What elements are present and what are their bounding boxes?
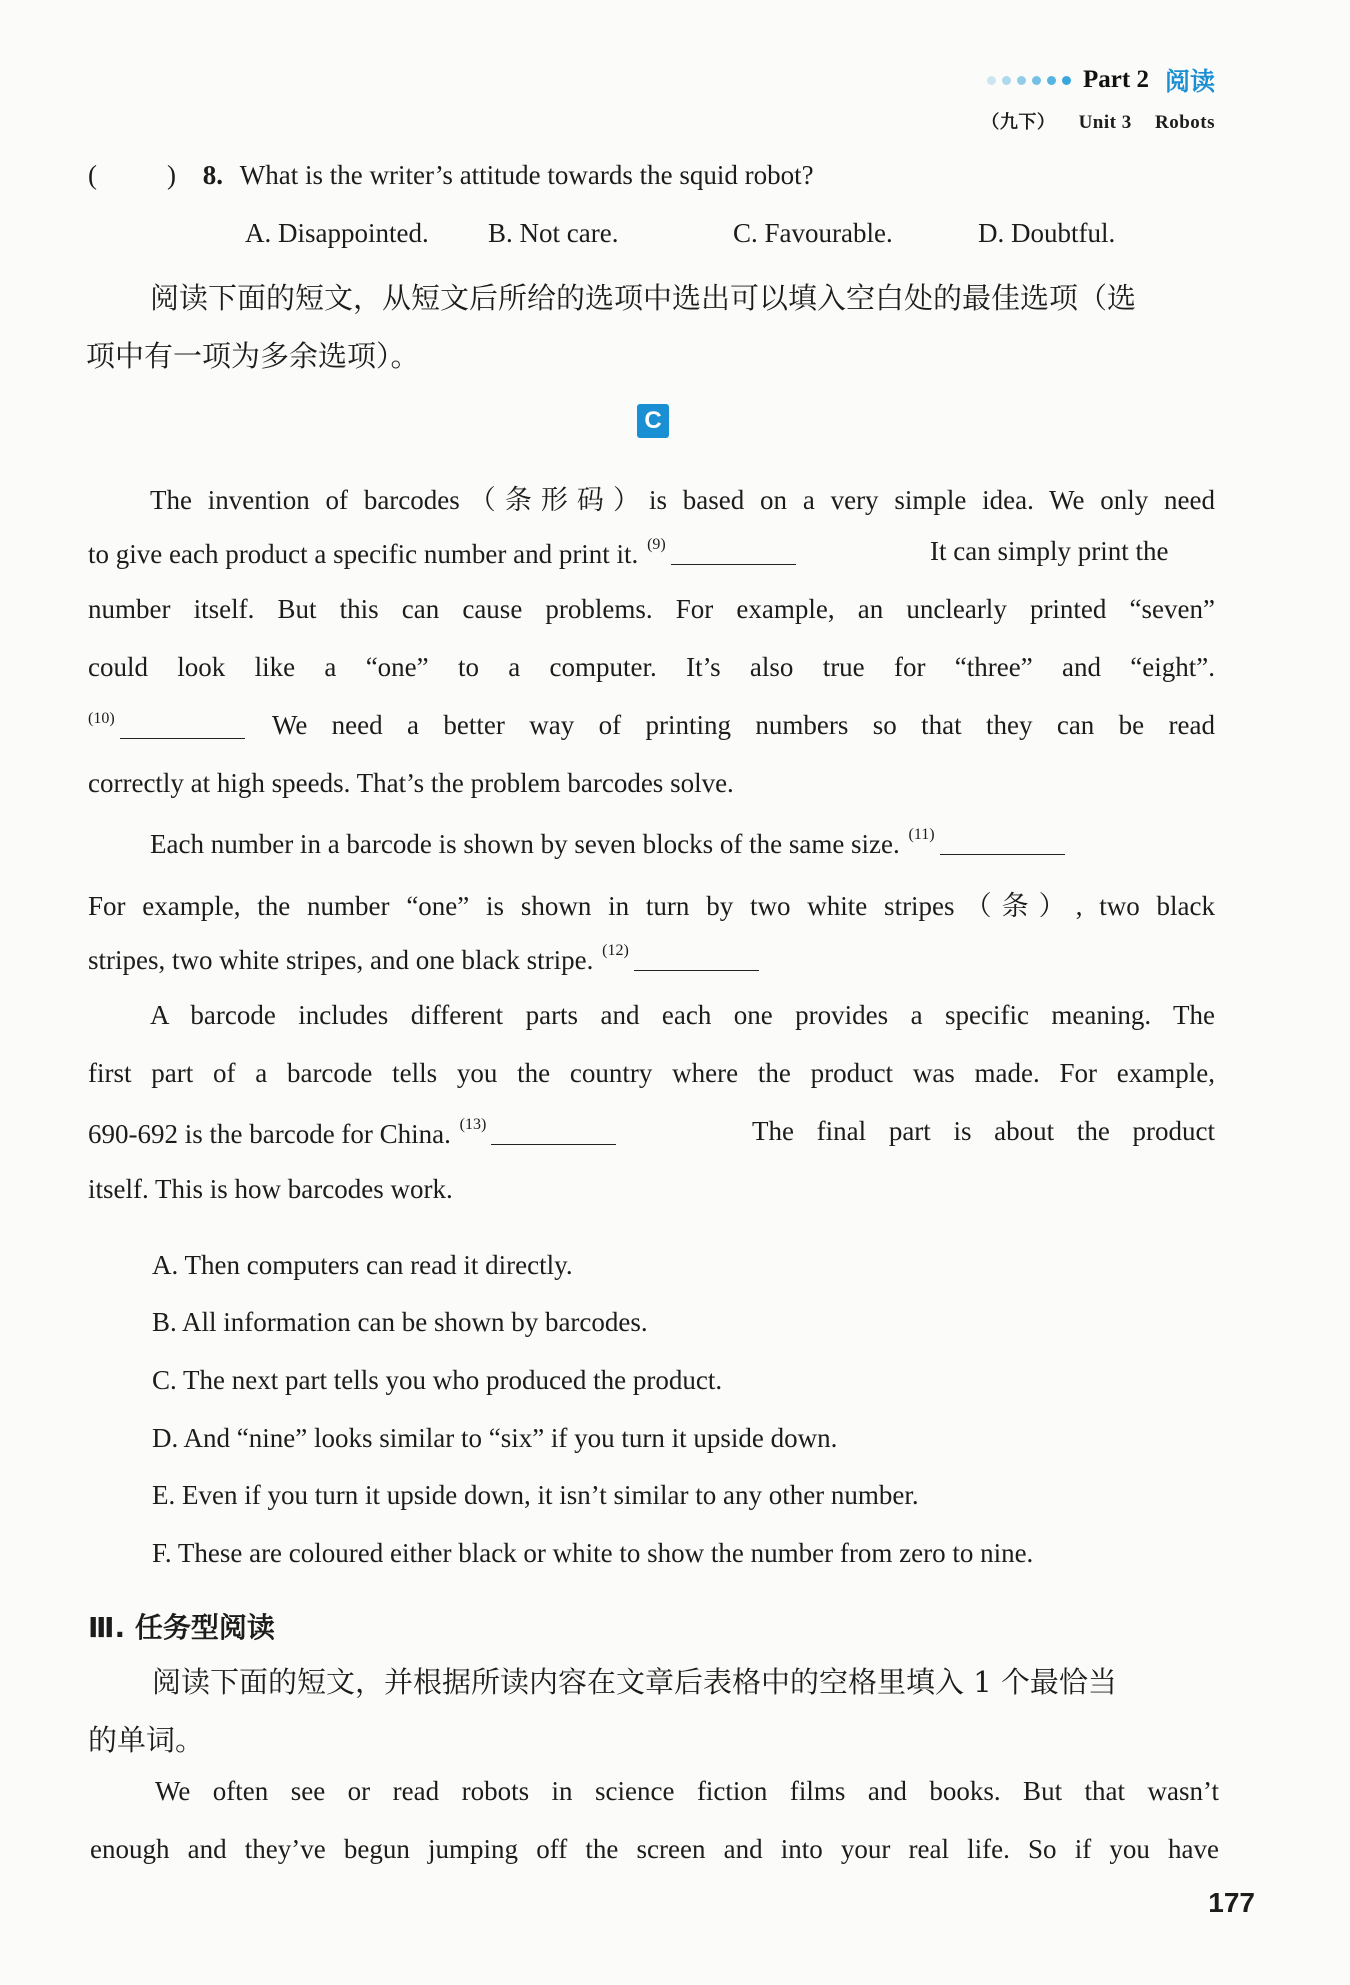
choice-e[interactable]: E. Even if you turn it upside down, it isn’t similar to any other number. xyxy=(152,1480,919,1510)
header-dots-icon xyxy=(987,76,1071,85)
passage-p1-line5b: We need a better way of printing numbers so that they can be read xyxy=(272,710,1215,740)
instruction-line-1: 阅读下面的短文，从短文后所给的选项中选出可以填入空白处的最佳选项（选 xyxy=(150,281,1137,315)
blank-13-marker: (13) xyxy=(459,1116,487,1133)
passage-p1-line3: number itself. But this can cause problems. For example, an unclearly printed “seven” xyxy=(88,594,1215,624)
section-3-instruction-1: 阅读下面的短文，并根据所读内容在文章后表格中的空格里填入 1 个最恰当 xyxy=(152,1665,1117,1699)
option-b[interactable]: B. Not care. xyxy=(488,218,619,248)
option-a[interactable]: A. Disappointed. xyxy=(245,218,429,248)
question-number: 8. xyxy=(202,160,223,190)
choice-c[interactable]: C. The next part tells you who produced the product. xyxy=(152,1365,723,1395)
answer-paren-close: ) xyxy=(167,160,176,190)
choice-b[interactable]: B. All information can be shown by barcodes. xyxy=(152,1307,648,1337)
section-3-passage-line1: We often see or read robots in science fiction films and books. But that wasn’t xyxy=(155,1776,1219,1806)
passage-p2-line2: For example, the number “one” is shown in turn by two white stripes（条）, two black xyxy=(88,891,1215,921)
blank-10[interactable] xyxy=(120,716,245,739)
passage-p1-line6: correctly at high speeds. That’s the problem barcodes solve. xyxy=(88,768,734,798)
header-unit-title: Robots xyxy=(1154,112,1215,133)
page-header xyxy=(963,62,1215,134)
passage-p1-line5a xyxy=(88,710,245,744)
section-3-passage-line2: enough and they’ve begun jumping off the screen and into your real life. So if you have xyxy=(90,1834,1219,1864)
page-number: 177 xyxy=(1208,1887,1255,1918)
option-c[interactable]: C. Favourable. xyxy=(733,218,893,248)
header-unit: Unit 3 xyxy=(1078,112,1132,133)
choice-a[interactable]: A. Then computers can read it directly. xyxy=(152,1250,573,1280)
passage-p3-line3b: The final part is about the product xyxy=(752,1116,1215,1146)
passage-p2-line3: stripes, two white stripes, and one black stripe. $^{(12)}$ xyxy=(88,942,759,976)
passage-p3-line4: itself. This is how barcodes work. xyxy=(88,1174,453,1204)
blank-11-marker: (11) xyxy=(908,826,935,843)
passage-p1-line2b: It can simply print the xyxy=(930,536,1169,566)
instruction-line-2: 项中有一项为多余选项）。 xyxy=(86,339,420,373)
header-part: Part 2 xyxy=(1083,66,1149,93)
passage-p1-line2: to give each product a specific number and print it. $^{(9)}$ xyxy=(88,536,796,570)
blank-10-marker: (10) xyxy=(88,710,115,727)
blank-12-marker: (12) xyxy=(602,942,629,959)
section-3-instruction-2: 的单词。 xyxy=(88,1723,205,1757)
answer-paren-open: ( xyxy=(88,160,97,190)
choice-d[interactable]: D. And “nine” looks similar to “six” if you turn it upside down. xyxy=(152,1423,838,1453)
blank-12[interactable] xyxy=(634,948,759,971)
header-grade: （九下） xyxy=(981,112,1056,133)
blank-9-marker: (9) xyxy=(647,536,666,553)
question-8-options xyxy=(245,218,1115,249)
blank-11[interactable] xyxy=(940,832,1065,855)
blank-13[interactable] xyxy=(491,1122,616,1145)
passage-p3-line2: first part of a barcode tells you the country where the product was made. For example, xyxy=(88,1058,1215,1088)
question-stem: What is the writer’s attitude towards the squid robot? xyxy=(239,160,814,190)
section-3-title: Ⅲ. 任务型阅读 xyxy=(88,1611,275,1644)
question-8 xyxy=(88,160,814,191)
header-part-cn: 阅读 xyxy=(1164,67,1215,96)
passage-p2-line1: Each number in a barcode is shown by seven blocks of the same size. $^{(11)}$ xyxy=(150,826,1065,860)
choice-f[interactable]: F. These are coloured either black or white to show the number from zero to nine. xyxy=(152,1538,1034,1568)
section-c-badge: C xyxy=(637,404,669,438)
passage-p3-line3a: 690-692 is the barcode for China. $^{(13)}$ xyxy=(88,1116,616,1150)
passage-p3-line1: A barcode includes different parts and each one provides a specific meaning. The xyxy=(150,1000,1215,1030)
passage-p1-line4: could look like a “one” to a computer. It’s also true for “three” and “eight”. xyxy=(88,652,1215,682)
blank-9[interactable] xyxy=(671,542,796,565)
passage-p1-line1: The invention of barcodes（条形码）is based on a very simple idea. We only need xyxy=(150,485,1215,515)
option-d[interactable]: D. Doubtful. xyxy=(978,218,1116,248)
